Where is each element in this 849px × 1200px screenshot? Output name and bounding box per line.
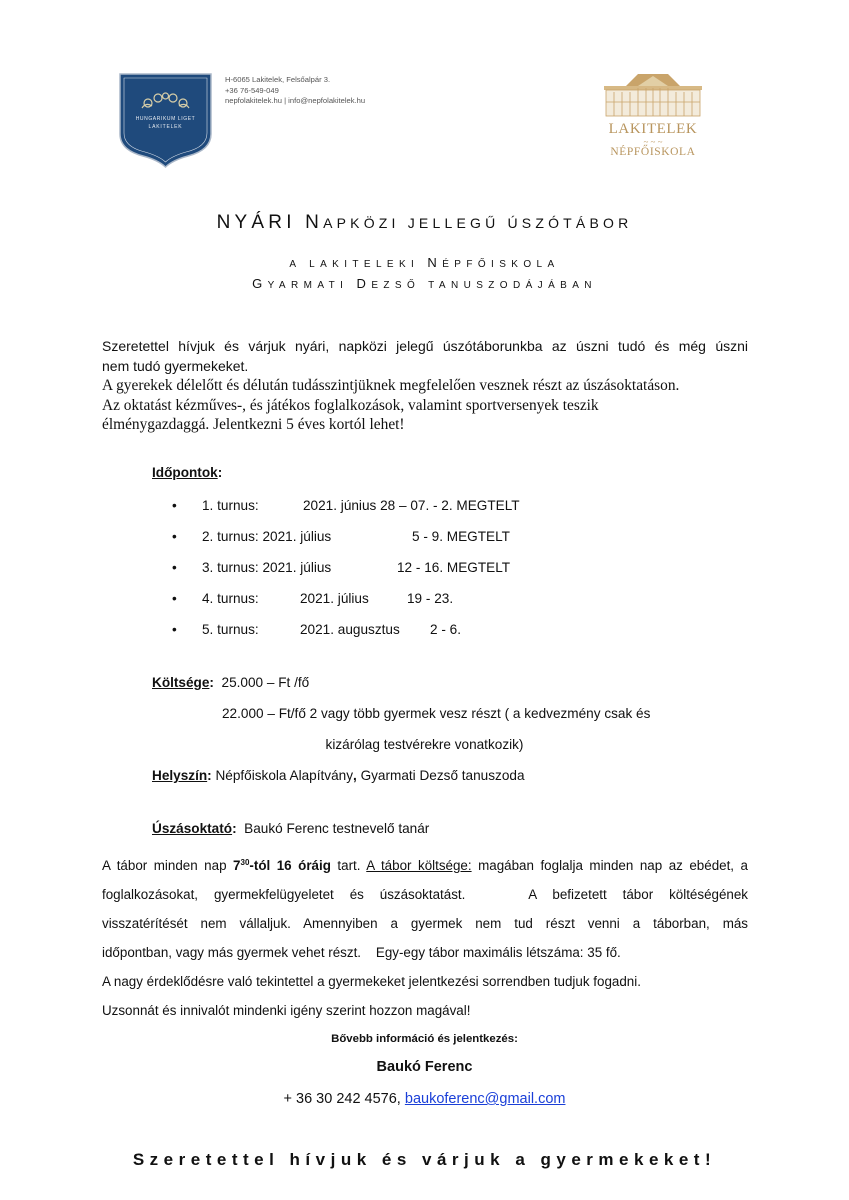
subtitle-line1-prefix: A LAKITELEKI [289, 259, 428, 270]
subtitle-line2-rest2: EZSŐ TANUSZODÁJÁBAN [371, 280, 597, 291]
schedule-item [172, 496, 520, 527]
details-time-rest: -tól 16 óráig [249, 858, 331, 873]
schedule-item-label: 1. turnus: [202, 498, 259, 513]
cost-colon: : [209, 675, 214, 690]
details-text: A tábor minden nap [102, 858, 234, 873]
location-label: Helyszín [152, 768, 208, 783]
location-row [152, 768, 525, 783]
details-block [102, 851, 748, 1025]
contact-phone: +36 76-549-049 [225, 85, 279, 95]
schedule-item-range: 5 - 9. MEGTELT [412, 529, 510, 544]
intro-paragraph [102, 337, 748, 435]
info-email-link[interactable]: baukoferenc@gmail.com [404, 1091, 566, 1107]
cost-price-standard: 25.000 – Ft /fő [221, 675, 310, 690]
subtitle-line1-cap: N [427, 255, 443, 270]
cost-row [152, 675, 309, 690]
crest-text-line2: LAKITELEK [148, 124, 183, 130]
crest-text-line1: HUNGARIKUM LIGET [135, 116, 196, 122]
schedule-item-date: 2021. július [300, 591, 369, 606]
bullet-icon: • [172, 560, 177, 575]
details-cost-label: A tábor költsége: [366, 858, 472, 873]
details-text: magában foglalja minden nap az ebédet, a [471, 858, 748, 873]
contact-address: H-6065 Lakitelek, Felsőalpár 3. [225, 75, 331, 84]
details-line1 [102, 851, 748, 880]
schedule-item-label: 2. turnus: 2021. július [202, 529, 332, 544]
bullet-icon: • [172, 498, 177, 513]
intro-line4: Az oktatást kézműves-, és játékos foglalkozások, valamint sportversenyek teszik [102, 396, 599, 414]
subtitle-line2-cap1: G [252, 276, 268, 291]
info-contact-name: Baukó Ferenc [376, 1059, 473, 1075]
schedule-item [172, 620, 461, 651]
details-line3: visszatérítését nem vállaljuk. Amennyiben a gyermek nem tud részt venni a táborban, más [102, 916, 748, 931]
contact-web-email: nepfolakitelek.hu | info@nepfolakitelek.hu [225, 96, 366, 105]
closing-line: Szeretettel hívjuk és várjuk a gyermekeket! [132, 1150, 717, 1169]
logo-nepfoiskola-text: NÉPFŐISKOLA [610, 146, 696, 158]
page-title [0, 212, 849, 234]
location-value-foundation: Népfőiskola Alapítvány [215, 768, 353, 783]
cost-price-discount-cont: kizárólag testvérekre vonatkozik) [325, 737, 524, 752]
info-contact-line [0, 1091, 849, 1107]
schedule-heading [152, 465, 222, 480]
details-time [233, 858, 331, 873]
schedule-item-date: 2021. augusztus [300, 622, 400, 637]
nepfoiskola-building-icon [598, 72, 708, 118]
logo-lakitelek-text: LAKITELEK [608, 121, 698, 137]
title-word2-initial: N [305, 212, 324, 233]
location-colon: : [207, 768, 212, 783]
subtitle-line2-rest1: YARMATI [267, 280, 357, 291]
title-word2-rest: APKÖZI JELLEGŰ ÚSZÓTÁBOR [323, 215, 633, 231]
schedule-item-range: 12 - 16. MEGTELT [397, 560, 511, 575]
schedule-item-label: 5. turnus: [202, 622, 259, 637]
schedule-item-label: 3. turnus: 2021. július [202, 560, 332, 575]
details-line4: időpontban, vagy más gyermek vehet részt. Egy-egy tábor maximális létszáma: 35 fő. [102, 945, 621, 960]
bullet-icon: • [172, 529, 177, 544]
instructor-label: Úszásoktató [152, 821, 233, 836]
title-word1: NYÁRI [216, 212, 296, 233]
hungarikum-liget-crest-icon [118, 72, 213, 168]
subtitle-line1-rest: ÉPFŐISKOLA [442, 259, 560, 270]
intro-line5: élménygazdaggá. Jelentkezni 5 éves kortól lehet! [102, 416, 405, 434]
subtitle-line1 [0, 255, 849, 270]
schedule-item-range: 19 - 23. [407, 591, 454, 606]
instructor-row [152, 821, 429, 836]
instructor-colon: : [232, 821, 237, 836]
schedule-item [172, 558, 511, 589]
details-paragraph2: A nagy érdeklődésre való tekintettel a gyermekeket jelentkezési sorrendben tudjuk fogadni. [102, 974, 641, 989]
instructor-value: Baukó Ferenc testnevelő tanár [244, 821, 430, 836]
schedule-colon: : [217, 465, 223, 480]
details-line2: foglalkozásokat, gyermekfelügyeletet és úszásoktatást. A befizetett tábor költéségének [102, 887, 748, 902]
schedule-list [172, 496, 520, 651]
location-comma: , [353, 768, 357, 783]
info-heading: Bővebb információ és jelentkezés: [331, 1033, 518, 1045]
nepfoiskola-logo [598, 72, 708, 156]
intro-line2: nem tudó gyermekeket. [102, 357, 249, 374]
intro-line1: Szeretettel hívjuk és várjuk nyári, napközi jelegű úszótáborunkba az úszni tudó és még úszni [102, 338, 748, 354]
details-paragraph3: Uzsonnát és innivalót mindenki igény szerint hozzon magával! [102, 1003, 471, 1018]
details-time-minute: 30 [240, 858, 250, 867]
subtitle-line2 [0, 276, 849, 291]
schedule-item [172, 589, 454, 620]
details-time-hour: 7 [233, 858, 241, 873]
contact-block [225, 75, 365, 107]
subtitle-line2-cap2: D [356, 276, 372, 291]
bullet-icon: • [172, 591, 177, 606]
cost-price-discount: 22.000 – Ft/fő 2 vagy több gyermek vesz részt ( a kedvezmény csak és [222, 706, 651, 721]
cost-label: Költsége [152, 675, 210, 690]
schedule-item-label: 4. turnus: [202, 591, 259, 606]
schedule-item-range: 2 - 6. [430, 622, 461, 637]
info-phone: + 36 30 242 4576, [283, 1091, 405, 1107]
schedule-label: Időpontok [152, 465, 218, 480]
bullet-icon: • [172, 622, 177, 637]
location-value-pool: Gyarmati Dezső tanuszoda [360, 768, 525, 783]
logo-ornament-divider: ~ ~ ~ [643, 137, 663, 147]
intro-line3: A gyerekek délelőtt és délután tudásszintjüknek megfelelően vesznek részt az úszásoktatáson. [102, 377, 680, 395]
schedule-item [172, 527, 510, 558]
details-text: tart. [330, 858, 367, 873]
schedule-item-date: 2021. június 28 – 07. - 2. MEGTELT [303, 498, 520, 513]
